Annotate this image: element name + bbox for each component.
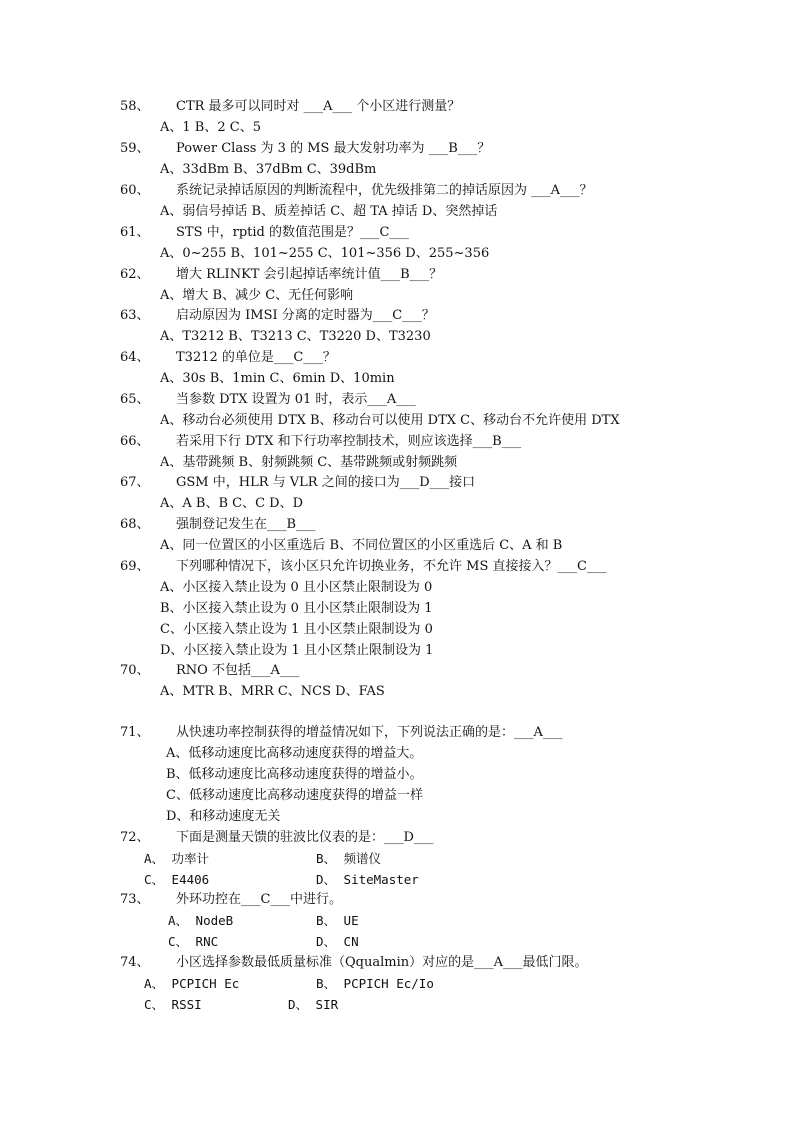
question-text: 外环功控在___C___中进行。 [176,892,342,907]
question-number: 65、 [120,392,150,407]
question-option: B、 频谱仪 [316,851,382,866]
question-text: RNO 不包括___A___ [176,663,300,678]
question-text: Power Class 为 3 的 MS 最大发射功率为 ___B___？ [176,141,491,156]
question-option: C、 RNC [168,934,219,949]
question-options: A、弱信号掉话 B、质差掉话 C、超 TA 掉话 D、突然掉话 [160,204,498,219]
question-number: 72、 [120,830,150,845]
question-option: A、小区接入禁止设为 0 且小区禁止限制设为 0 [160,580,433,595]
question-option: B、低移动速度比高移动速度获得的增益小。 [166,767,423,782]
question-options: A、移动台必须使用 DTX B、移动台可以使用 DTX C、移动台不允许使用 DTX [160,413,620,428]
question-options: A、0~255 B、101~255 C、101~356 D、255~356 [160,246,490,261]
question-option: D、和移动速度无关 [166,809,281,824]
question-number: 64、 [120,350,150,365]
question-option: D、 SiteMaster [316,872,419,887]
question-option: C、低移动速度比高移动速度获得的增益一样 [166,788,423,803]
question-text: CTR 最多可以同时对 ___A___ 个小区进行测量？ [176,99,461,114]
question-number: 58、 [120,99,150,114]
question-option: A、低移动速度比高移动速度获得的增益大。 [166,746,423,761]
question-option: A、 NodeB [168,913,234,928]
question-text: T3212 的单位是___C___？ [176,350,336,365]
question-number: 73、 [120,892,150,907]
question-option: C、 RSSI [144,997,202,1012]
question-options: A、1 B、2 C、5 [160,120,261,135]
question-number: 62、 [120,267,150,282]
question-number: 68、 [120,517,150,532]
question-option: A、 功率计 [144,851,210,866]
question-options: A、增大 B、减少 C、无任何影响 [160,288,354,303]
question-text: 增大 RLINKT 会引起掉话率统计值___B___？ [176,267,443,282]
question-text: 下列哪种情况下，该小区只允许切换业务，不允许 MS 直接接入？___C___ [176,559,607,574]
question-options: A、33dBm B、37dBm C、39dBm [160,162,377,177]
question-text: GSM 中，HLR 与 VLR 之间的接口为___D___接口 [176,475,476,490]
question-number: 61、 [120,225,150,240]
question-text: 下面是测量天馈的驻波比仪表的是：___D___ [176,830,434,845]
question-text: 启动原因为 IMSI 分离的定时器为___C___？ [176,308,435,323]
question-text: STS 中，rptid 的数值范围是？___C___ [176,225,409,240]
question-options: A、T3212 B、T3213 C、T3220 D、T3230 [160,329,431,344]
question-number: 70、 [120,663,150,678]
question-text: 小区选择参数最低质量标准（Qqualmin）对应的是___A___最低门限。 [176,955,588,970]
question-text: 系统记录掉话原因的判断流程中，优先级排第二的掉话原因为 ___A___？ [176,183,593,198]
question-option: D、小区接入禁止设为 1 且小区禁止限制设为 1 [160,643,434,658]
question-option: D、 SIR [288,997,339,1012]
question-option: A、 PCPICH Ec [144,976,240,991]
question-options: A、30s B、1min C、6min D、10min [160,371,395,386]
question-option: D、 CN [316,934,359,949]
question-options: A、同一位置区的小区重选后 B、不同位置区的小区重选后 C、A 和 B [160,538,563,553]
question-text: 当参数 DTX 设置为 01 时，表示___A___ [176,392,416,407]
question-option: C、小区接入禁止设为 1 且小区禁止限制设为 0 [160,622,433,637]
question-options: A、A B、B C、C D、D [160,496,304,511]
question-number: 67、 [120,475,150,490]
question-number: 66、 [120,434,150,449]
question-number: 59、 [120,141,150,156]
question-option: B、小区接入禁止设为 0 且小区禁止限制设为 1 [160,601,433,616]
question-option: C、 E4406 [144,872,210,887]
question-options: A、基带跳频 B、射频跳频 C、基带跳频或射频跳频 [160,455,458,470]
question-number: 69、 [120,559,150,574]
question-option: B、 UE [316,913,359,928]
question-text: 若采用下行 DTX 和下行功率控制技术，则应该选择___B___ [176,434,522,449]
question-text: 强制登记发生在___B___ [176,517,316,532]
question-text: 从快速功率控制获得的增益情况如下，下列说法正确的是：___A___ [176,725,563,740]
question-options: A、MTR B、MRR C、NCS D、FAS [160,684,385,699]
question-number: 60、 [120,183,150,198]
question-number: 71、 [120,725,150,740]
question-option: B、 PCPICH Ec/Io [316,976,434,991]
question-number: 63、 [120,308,150,323]
question-number: 74、 [120,955,150,970]
